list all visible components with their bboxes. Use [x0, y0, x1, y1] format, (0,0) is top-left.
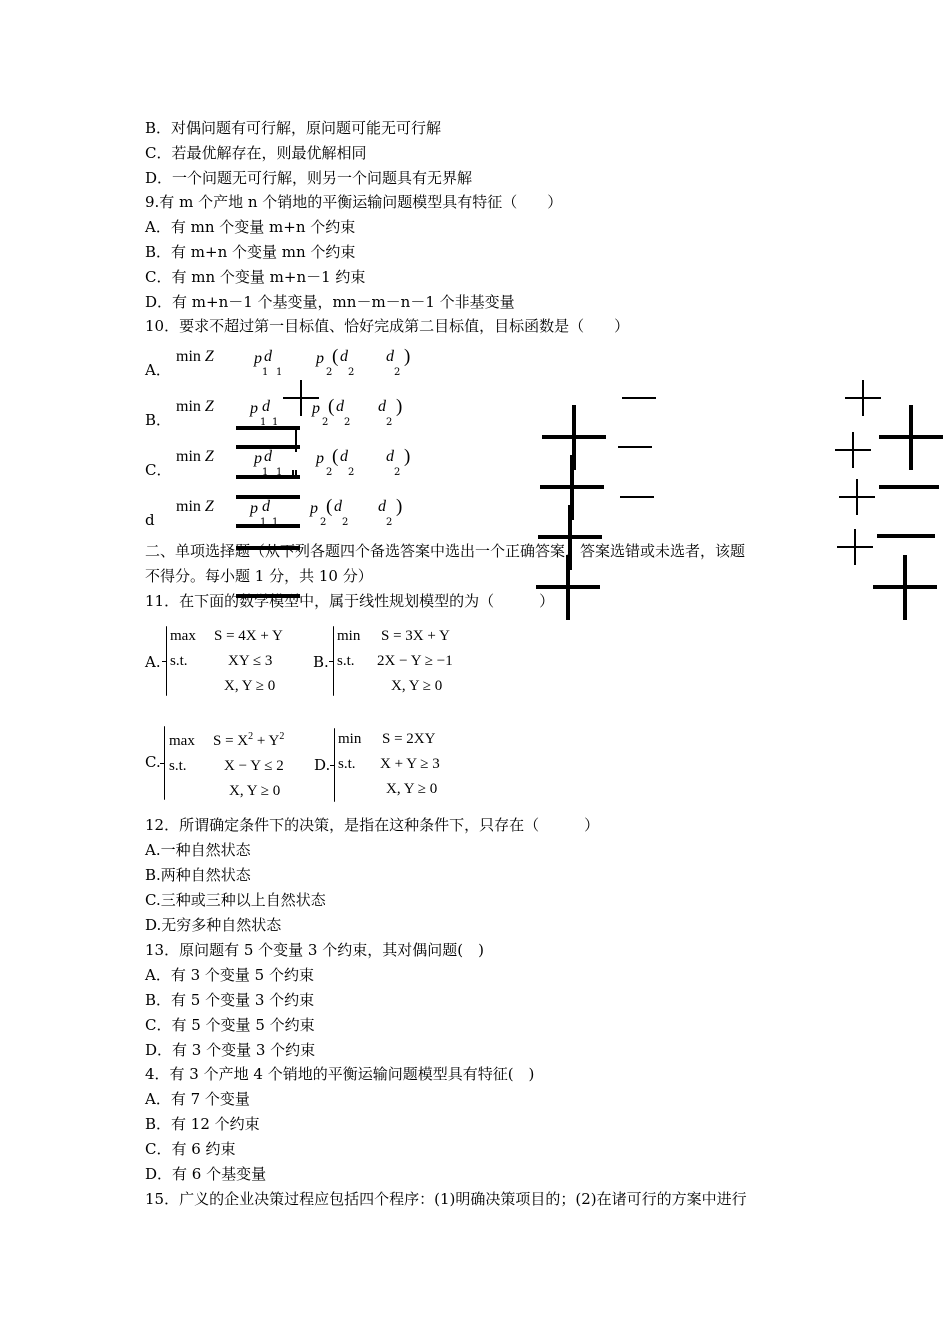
q10-d-lparen: ( — [326, 496, 333, 517]
q10-option-d-label: d — [145, 511, 155, 529]
q10-c-sub2b: 2 — [348, 467, 355, 478]
q9-option-c: C．有 mn 个变量 m+n－1 约束 — [145, 268, 366, 286]
question-13: 13．原问题有 5 个变量 3 个约束，其对偶问题( ) — [145, 941, 484, 959]
q10-b-sub2b: 2 — [344, 417, 351, 428]
q11-option-d-label: D. — [314, 756, 331, 774]
q10-d-p2: p — [310, 500, 318, 517]
q14-option-a: A．有 7 个变量 — [145, 1090, 250, 1108]
q11-option-b-label: B. — [313, 653, 329, 671]
q11-b-system: min S = 3X + Y s.t. 2X − Y ≥ −1 X, Y ≥ 0 — [337, 628, 453, 694]
q14-option-c: C．有 6 约束 — [145, 1140, 236, 1158]
q10-d-sub2b: 2 — [342, 517, 349, 528]
q9-option-b: B．有 m+n 个变量 mn 个约束 — [145, 243, 356, 261]
question-9: 9.有 m 个产地 n 个销地的平衡运输问题模型具有特征（ ） — [145, 193, 563, 211]
q10-d-sub1b: 1 — [272, 517, 279, 528]
section-2-heading-cont: 不得分。每小题 1 分，共 10 分） — [145, 567, 373, 585]
q10-c-d3: d — [386, 448, 394, 465]
q10-a-d1: d — [264, 348, 272, 365]
q10-b-p2: p — [312, 400, 320, 417]
q10-c-d2: d — [340, 448, 348, 465]
q10-d-sub2c: 2 — [386, 517, 393, 528]
q10-d-d1: d — [262, 498, 270, 515]
q13-option-c: C．有 5 个变量 5 个约束 — [145, 1016, 315, 1034]
q10-d-d3: d — [378, 498, 386, 515]
question-11: 11．在下面的数学模型中，属于线性规划模型的为（ ） — [145, 592, 555, 610]
q10-c-sub2c: 2 — [394, 467, 401, 478]
q9-option-d: D．有 m+n－1 个基变量，mn－m－n－1 个非基变量 — [145, 293, 515, 311]
option-b-line: B．对偶问题有可行解，原问题可能无可行解 — [145, 119, 442, 137]
q10-b-rparen: ) — [396, 396, 403, 417]
q10-a-p1: p — [254, 350, 262, 367]
q10-option-d-formula: min Z — [176, 498, 214, 515]
q10-option-c-formula: min Z — [176, 448, 214, 465]
q10-b-sub2: 2 — [322, 417, 329, 428]
q10-option-c-label: C． — [145, 461, 172, 479]
q11-d-system: min S = 2XY s.t. X + Y ≥ 3 X, Y ≥ 0 — [338, 731, 440, 797]
question-14: 4．有 3 个产地 4 个销地的平衡运输问题模型具有特征( ) — [145, 1065, 535, 1083]
q11-option-c-label: C. — [145, 753, 161, 771]
q12-option-d: D.无穷多种自然状态 — [145, 916, 282, 934]
q11-a-system: max S = 4X + Y s.t. XY ≤ 3 X, Y ≥ 0 — [170, 628, 283, 694]
q10-a-sub1: 1 — [262, 367, 269, 378]
q10-b-sub2c: 2 — [386, 417, 393, 428]
q10-d-rparen: ) — [396, 496, 403, 517]
q10-a-sub2b: 2 — [348, 367, 355, 378]
q10-option-a-label: A． — [145, 361, 171, 379]
q10-a-lparen: ( — [332, 346, 339, 367]
q10-b-p1: p — [250, 400, 258, 417]
q10-c-sub1b: 1 — [276, 467, 283, 478]
q10-a-rparen: ) — [404, 346, 411, 367]
q12-option-b: B.两种自然状态 — [145, 866, 251, 884]
q10-d-sub2: 2 — [320, 517, 327, 528]
q10-c-sub2: 2 — [326, 467, 333, 478]
q14-option-b: B．有 12 个约束 — [145, 1115, 260, 1133]
q10-option-a-formula: min Z — [176, 348, 214, 365]
q11-c-system: $\max S = X^2 + Y^2$ s.t. X − Y ≤ 2 X, Y ≥ 0 — [169, 731, 285, 799]
q10-option-b-formula: min Z — [176, 398, 214, 415]
q12-option-c: C.三种或三种以上自然状态 — [145, 891, 326, 909]
q10-a-d3: d — [386, 348, 394, 365]
q10-b-sub1: 1 — [260, 417, 267, 428]
q10-a-sub2c: 2 — [394, 367, 401, 378]
q13-option-b: B．有 5 个变量 3 个约束 — [145, 991, 315, 1009]
question-10: 10．要求不超过第一目标值、恰好完成第二目标值，目标函数是（ ） — [145, 317, 630, 335]
q10-a-sub2: 2 — [326, 367, 333, 378]
q10-c-d1: d — [264, 448, 272, 465]
q13-option-a: A．有 3 个变量 5 个约束 — [145, 966, 314, 984]
q10-c-lparen: ( — [332, 446, 339, 467]
q10-b-lparen: ( — [328, 396, 335, 417]
q10-c-p2: p — [316, 450, 324, 467]
q10-option-b-label: B． — [145, 411, 172, 429]
q10-d-d2: d — [334, 498, 342, 515]
q10-b-d2: d — [336, 398, 344, 415]
q10-c-p1: p — [254, 450, 262, 467]
section-2-heading: 二、单项选择题（从下列各题四个备选答案中选出一个正确答案，答案选错或未选者，该题 — [145, 542, 746, 560]
q12-option-a: A.一种自然状态 — [145, 841, 251, 859]
q14-option-d: D．有 6 个基变量 — [145, 1165, 267, 1183]
q10-a-sub1b: 1 — [276, 367, 283, 378]
q10-d-sub1: 1 — [260, 517, 267, 528]
q10-c-sub1: 1 — [262, 467, 269, 478]
q10-b-sub1b: 1 — [272, 417, 279, 428]
q10-a-p2: p — [316, 350, 324, 367]
q10-d-p1: p — [250, 500, 258, 517]
q13-option-d: D．有 3 个变量 3 个约束 — [145, 1041, 316, 1059]
question-15: 15．广义的企业决策过程应包括四个程序：(1)明确决策项目的；(2)在诸可行的方案中进行 — [145, 1190, 747, 1208]
option-c-line: C．若最优解存在，则最优解相同 — [145, 144, 367, 162]
q11-option-a-label: A. — [145, 653, 161, 671]
q10-a-d2: d — [340, 348, 348, 365]
question-12: 12．所谓确定条件下的决策，是指在这种条件下，只存在（ ） — [145, 816, 600, 834]
option-d-line: D．一个问题无可行解，则另一个问题具有无界解 — [145, 169, 473, 187]
q9-option-a: A．有 mn 个变量 m+n 个约束 — [145, 218, 356, 236]
q10-b-d3: d — [378, 398, 386, 415]
q10-c-rparen: ) — [404, 446, 411, 467]
q10-b-d1: d — [262, 398, 270, 415]
